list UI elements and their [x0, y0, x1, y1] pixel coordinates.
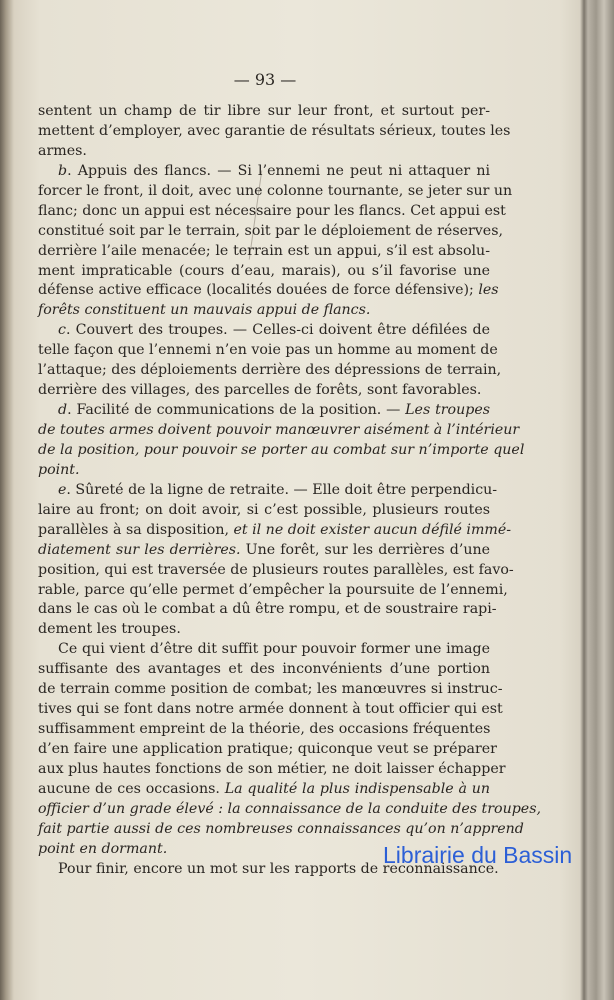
text-segment: flanc; donc un appui est nécessaire pour les flancs. Cet appui est: [38, 202, 506, 219]
text-segment: aucune de ces occasions.: [38, 780, 225, 797]
text-segment: dans le cas où le combat a dû être rompu, et de soustraire rapi-: [38, 601, 497, 618]
text-segment: mettent d’employer, avec garantie de résultats sérieux, toutes les: [38, 122, 511, 139]
text-segment: parallèles à sa disposition,: [38, 521, 234, 538]
text-line: [38, 182, 513, 202]
text-segment: suffisante des avantages et des inconvénients d’une portion: [38, 661, 490, 678]
italic-text: d: [58, 402, 68, 419]
text-segment: Ce qui vient d’être dit suffit pour pouvoir former une image: [58, 641, 490, 658]
text-segment: l’attaque; des déploiements derrière des dépressions de terrain,: [38, 362, 502, 379]
text-segment: forcer le front, il doit, avec une colonne tournante, se jeter sur un: [38, 182, 513, 199]
text-line: [38, 341, 498, 361]
text-line: [38, 222, 503, 242]
text-line: [38, 401, 490, 421]
italic-text: diatement sur les derrières.: [38, 541, 241, 558]
text-segment: . Couvert des troupes. — Celles-ci doivent être défilées de: [65, 322, 490, 339]
italic-text: officier d’un grade élevé : la connaissance de la conduite des troupes,: [38, 800, 541, 817]
watermark: Librairie du Bassin: [383, 842, 573, 868]
text-line: [38, 800, 541, 820]
text-line: [38, 740, 497, 760]
text-line: [38, 780, 490, 800]
page-number: — 93 —: [233, 70, 297, 89]
text-line: [38, 581, 508, 601]
text-segment: ment impraticable (cours d’eau, marais), ou s’il favorise une: [38, 262, 490, 279]
italic-text: forêts constituent un mauvais appui de flancs.: [38, 302, 371, 319]
text-line: [38, 162, 490, 182]
text-segment: armes.: [38, 142, 87, 159]
text-segment: aux plus hautes fonctions de son métier, ne doit laisser échapper: [38, 760, 506, 777]
text-line: [38, 441, 525, 461]
text-segment: telle façon que l’ennemi n’en voie pas un homme au moment de: [38, 342, 498, 359]
text-line: [38, 281, 499, 301]
text-line: [38, 521, 512, 541]
text-line: [38, 660, 490, 680]
text-line: [38, 321, 490, 341]
text-segment: suffisamment empreint de la théorie, des occasions fréquentes: [38, 721, 491, 738]
text-segment: . Appuis des flancs. — Si l’ennemi ne peut ni attaquer ni: [67, 162, 490, 179]
text-line: [38, 481, 498, 501]
text-line: [38, 820, 524, 840]
text-line: [38, 242, 490, 262]
text-segment: derrière l’aile menacée; le terrain est un appui, s’il est absolu-: [38, 242, 490, 259]
text-line: [38, 262, 490, 282]
italic-text: La qualité la plus indispensable à un: [224, 780, 490, 797]
italic-text: de la position, pour pouvoir se porter au combat sur n’importe quel: [38, 441, 525, 458]
text-line: [38, 760, 506, 780]
italic-text: point.: [38, 461, 80, 478]
text-segment: position, qui est traversée de plusieurs routes parallèles, est favo-: [38, 561, 514, 578]
text-line: [38, 461, 490, 481]
text-line: [38, 640, 490, 660]
text-segment: . Facilité de communications de la position. —: [67, 402, 406, 419]
italic-text: e: [58, 481, 67, 498]
text-segment: laire au front; on doit avoir, si c’est possible, plusieurs routes: [38, 501, 490, 518]
text-segment: rable, parce qu’elle permet d’empêcher la poursuite de l’ennemi,: [38, 581, 508, 598]
text-segment: constitué soit par le terrain, soit par le déploiement de réserves,: [38, 222, 503, 239]
italic-text: b: [58, 162, 68, 179]
text-line: [38, 142, 490, 162]
text-line: [38, 361, 502, 381]
text-segment: tives qui se font dans notre armée donnent à tout officier qui est: [38, 701, 503, 718]
text-line: [38, 301, 490, 321]
text-line: [38, 381, 490, 401]
text-line: [38, 122, 511, 142]
body-text: [38, 102, 541, 880]
text-line: [38, 620, 490, 640]
italic-text: point en dormant.: [38, 840, 168, 857]
italic-text: de toutes armes doivent pouvoir manœuvrer aisément à l’intérieur: [38, 422, 520, 438]
text-line: [38, 700, 503, 720]
text-segment: Une forêt, sur les derrières d’une: [240, 541, 490, 558]
text-segment: dement les troupes.: [38, 621, 181, 638]
text-line: [38, 102, 490, 122]
text-line: [38, 680, 503, 700]
text-line: [38, 421, 520, 441]
italic-text: Les troupes: [405, 402, 490, 419]
text-line: [38, 541, 490, 561]
text-segment: défense active efficace (localités douées de force défensive);: [38, 282, 479, 299]
italic-text: fait partie aussi de ces nombreuses connaissances qu’on n’apprend: [38, 820, 524, 837]
italic-text: et il ne doit exister aucun défilé immé-: [233, 521, 512, 538]
text-line: [38, 561, 514, 581]
text-segment: sentent un champ de tir libre sur leur front, et surtout per-: [38, 103, 490, 119]
text-segment: de terrain comme position de combat; les manœuvres si instruc-: [38, 681, 503, 698]
text-segment: Pour finir, encore un mot sur les rapports de reconnaissance.: [58, 860, 499, 877]
italic-text: les: [478, 282, 499, 299]
text-line: [38, 202, 506, 222]
text-segment: derrière des villages, des parcelles de forêts, sont favorables.: [38, 382, 482, 399]
adjacent-page-edge: [0, 0, 16, 1000]
italic-text: c: [58, 322, 66, 339]
text-segment: . Sûreté de la ligne de retraite. — Elle doit être perpendicu-: [66, 481, 498, 498]
text-line: [38, 720, 490, 740]
text-segment: d’en faire une application pratique; quiconque veut se préparer: [38, 741, 497, 757]
text-line: [38, 600, 497, 620]
text-line: [38, 501, 490, 521]
